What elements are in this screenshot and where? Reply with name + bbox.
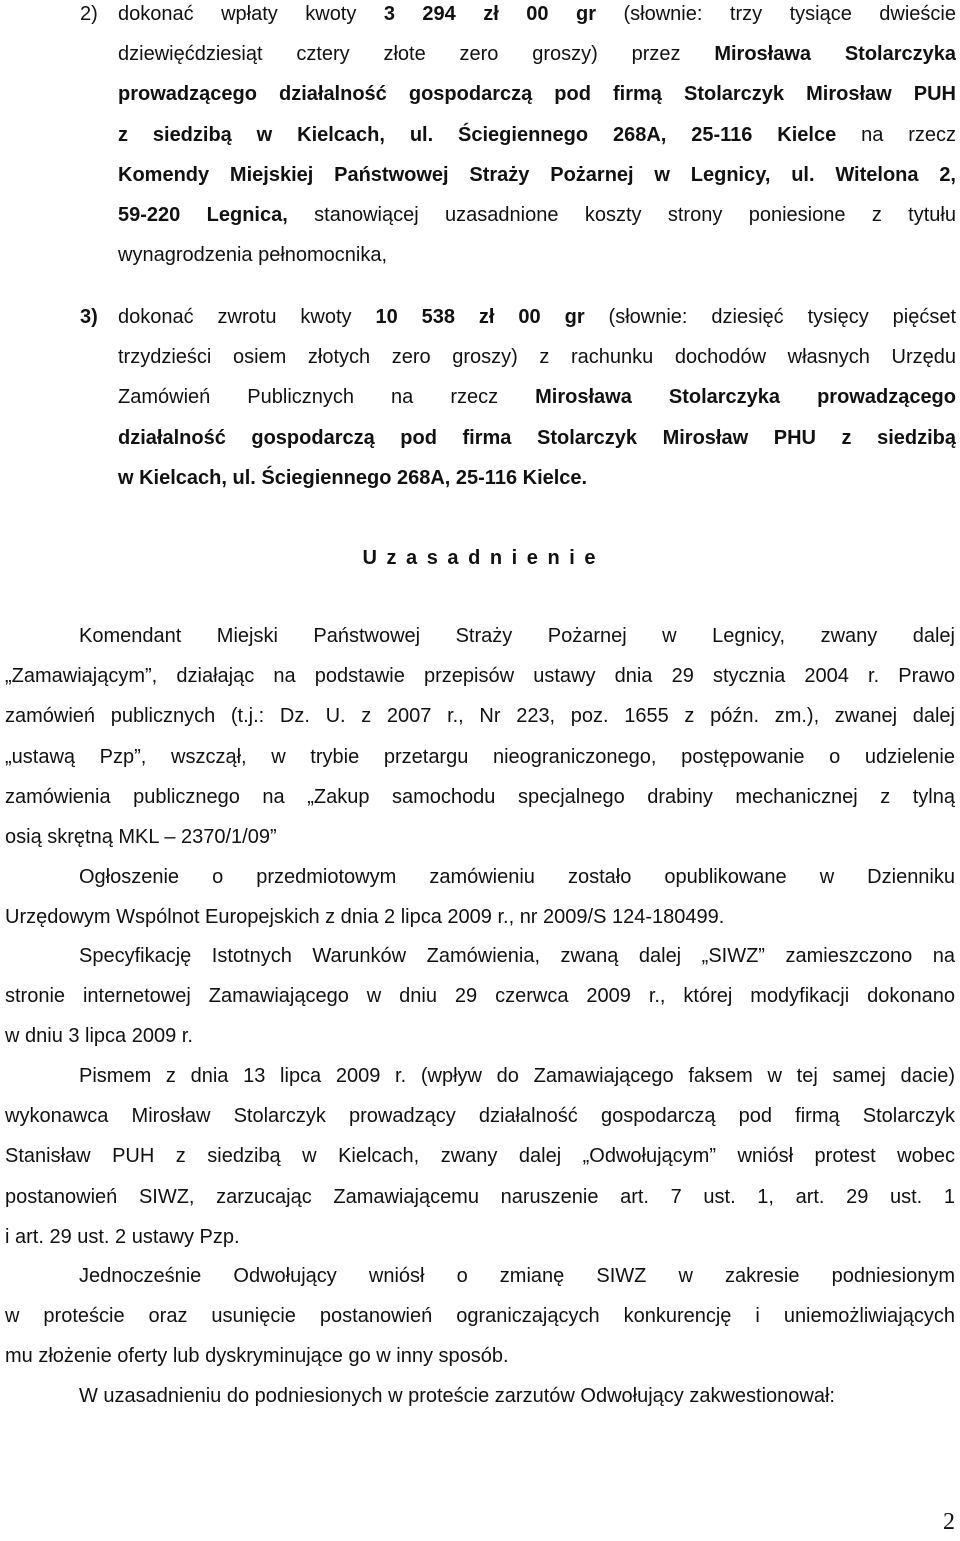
text-line: prowadzącego działalność gospodarczą pod firmą Stolarczyk Mirosław PUH (118, 83, 956, 106)
text-line: i art. 29 ust. 2 ustawy Pzp. (5, 1225, 240, 1248)
heading-letter: e (526, 547, 540, 569)
text-line: 59-220 Legnica, stanowiącej uzasadnione koszty strony poniesione z tytułu (118, 204, 956, 227)
heading-letter: z (386, 547, 399, 569)
paragraph-2 (5, 857, 955, 937)
text-line: Jednocześnie Odwołujący wniósł o zmianę SIWZ w zakresie podniesionym (79, 1265, 955, 1287)
heading-letter: s (426, 547, 440, 569)
text-line: mu złożenie oferty lub dyskryminujące go w inny sposób. (5, 1345, 509, 1368)
text-line: wykonawca Mirosław Stolarczyk prowadzący działalność gospodarczą pod firmą Stolarczyk (5, 1105, 955, 1128)
heading-letter: a (447, 547, 461, 569)
text-line: W uzasadnieniu do podniesionych w proteście zarzutów Odwołujący zakwestionował: (79, 1385, 835, 1407)
heading-letter: a (406, 547, 420, 569)
heading-letter: i (569, 547, 577, 569)
page-number: 2 (943, 1509, 955, 1535)
text-line: trzydzieści osiem złotych zero groszy) z rachunku dochodów własnych Urzędu (118, 346, 956, 369)
paragraph-3 (5, 936, 955, 1057)
item-number: 3) (80, 306, 98, 328)
text-line: w proteście oraz usunięcie postanowień ograniczających konkurencję i uniemożliwiających (5, 1305, 955, 1328)
text-line: „Zamawiającym”, działając na podstawie przepisów ustawy dnia 29 stycznia 2004 r. Prawo (5, 665, 955, 688)
text-line: w Kielcach, ul. Ściegiennego 268A, 25-116 Kielce. (118, 466, 588, 489)
text-line: zamówień publicznych (t.j.: Dz. U. z 2007 r., Nr 223, poz. 1655 z późn. zm.), zwanej dalej (5, 705, 955, 728)
heading-letter: e (584, 547, 598, 569)
text-line: Specyfikację Istotnych Warunków Zamówienia, zwaną dalej „SIWZ” zamieszczono na (79, 945, 955, 967)
list-item-2 (80, 0, 956, 275)
heading-letter: U (362, 547, 379, 569)
list-item-3 (80, 297, 956, 498)
text-line: Pismem z dnia 13 lipca 2009 r. (wpływ do Zamawiającego faksem w tej samej dacie) (79, 1065, 955, 1087)
heading-letter: i (511, 547, 520, 569)
paragraph-4 (5, 1056, 955, 1257)
text-line: wynagrodzenia pełnomocnika, (118, 244, 388, 267)
paragraph-1 (5, 616, 955, 857)
text-line: dziewięćdziesiąt cztery złote zero groszy) przez Mirosława Stolarczyka (118, 43, 956, 66)
heading-letter: n (547, 547, 562, 569)
text-line: Zamówień Publicznych na rzecz Mirosława Stolarczyka prowadzącego (118, 386, 956, 409)
paragraph-6 (5, 1376, 955, 1416)
text-line: z siedzibą w Kielcach, ul. Ściegiennego 268A, 25-116 Kielce na rzecz (118, 123, 956, 146)
item-number: 2) (80, 3, 98, 25)
text-line: Stanisław PUH z siedzibą w Kielcach, zwany dalej „Odwołującym” wniósł protest wobec (5, 1145, 955, 1168)
heading-letter: d (468, 547, 483, 569)
text-line: Urzędowym Wspólnot Europejskich z dnia 2 lipca 2009 r., nr 2009/S 124-180499. (5, 906, 725, 929)
text-line: działalność gospodarczą pod firma Stolarczyk Mirosław PHU z siedzibą (118, 426, 956, 449)
text-line: Komendant Miejski Państwowej Straży Pożarnej w Legnicy, zwany dalej (79, 625, 955, 647)
text-line: w dniu 3 lipca 2009 r. (5, 1025, 193, 1048)
section-heading (0, 538, 960, 578)
text-line: osią skrętną MKL – 2370/1/09” (5, 826, 277, 849)
text-line: Ogłoszenie o przedmiotowym zamówieniu zostało opublikowane w Dzienniku (79, 866, 955, 888)
heading-letter: n (489, 547, 505, 569)
text-line: dokonać zwrotu kwoty 10 538 zł 00 gr (słownie: dziesięć tysięcy pięćset (118, 306, 956, 328)
text-line: dokonać wpłaty kwoty 3 294 zł 00 gr (słownie: trzy tysiące dwieście (118, 3, 956, 25)
text-line: Komendy Miejskiej Państwowej Straży Pożarnej w Legnicy, ul. Witelona 2, (118, 163, 956, 186)
text-line: postanowień SIWZ, zarzucając Zamawiającemu naruszenie art. 7 ust. 1, art. 29 ust. 1 (5, 1185, 955, 1208)
paragraph-5 (5, 1256, 955, 1377)
text-line: stronie internetowej Zamawiającego w dniu 29 czerwca 2009 r., której modyfikacji dokonano (5, 985, 955, 1008)
text-line: „ustawą Pzp”, wszczął, w trybie przetargu nieograniczonego, postępowanie o udzielenie (5, 745, 955, 768)
text-line: zamówienia publicznego na „Zakup samochodu specjalnego drabiny mechanicznej z tylną (5, 785, 955, 808)
